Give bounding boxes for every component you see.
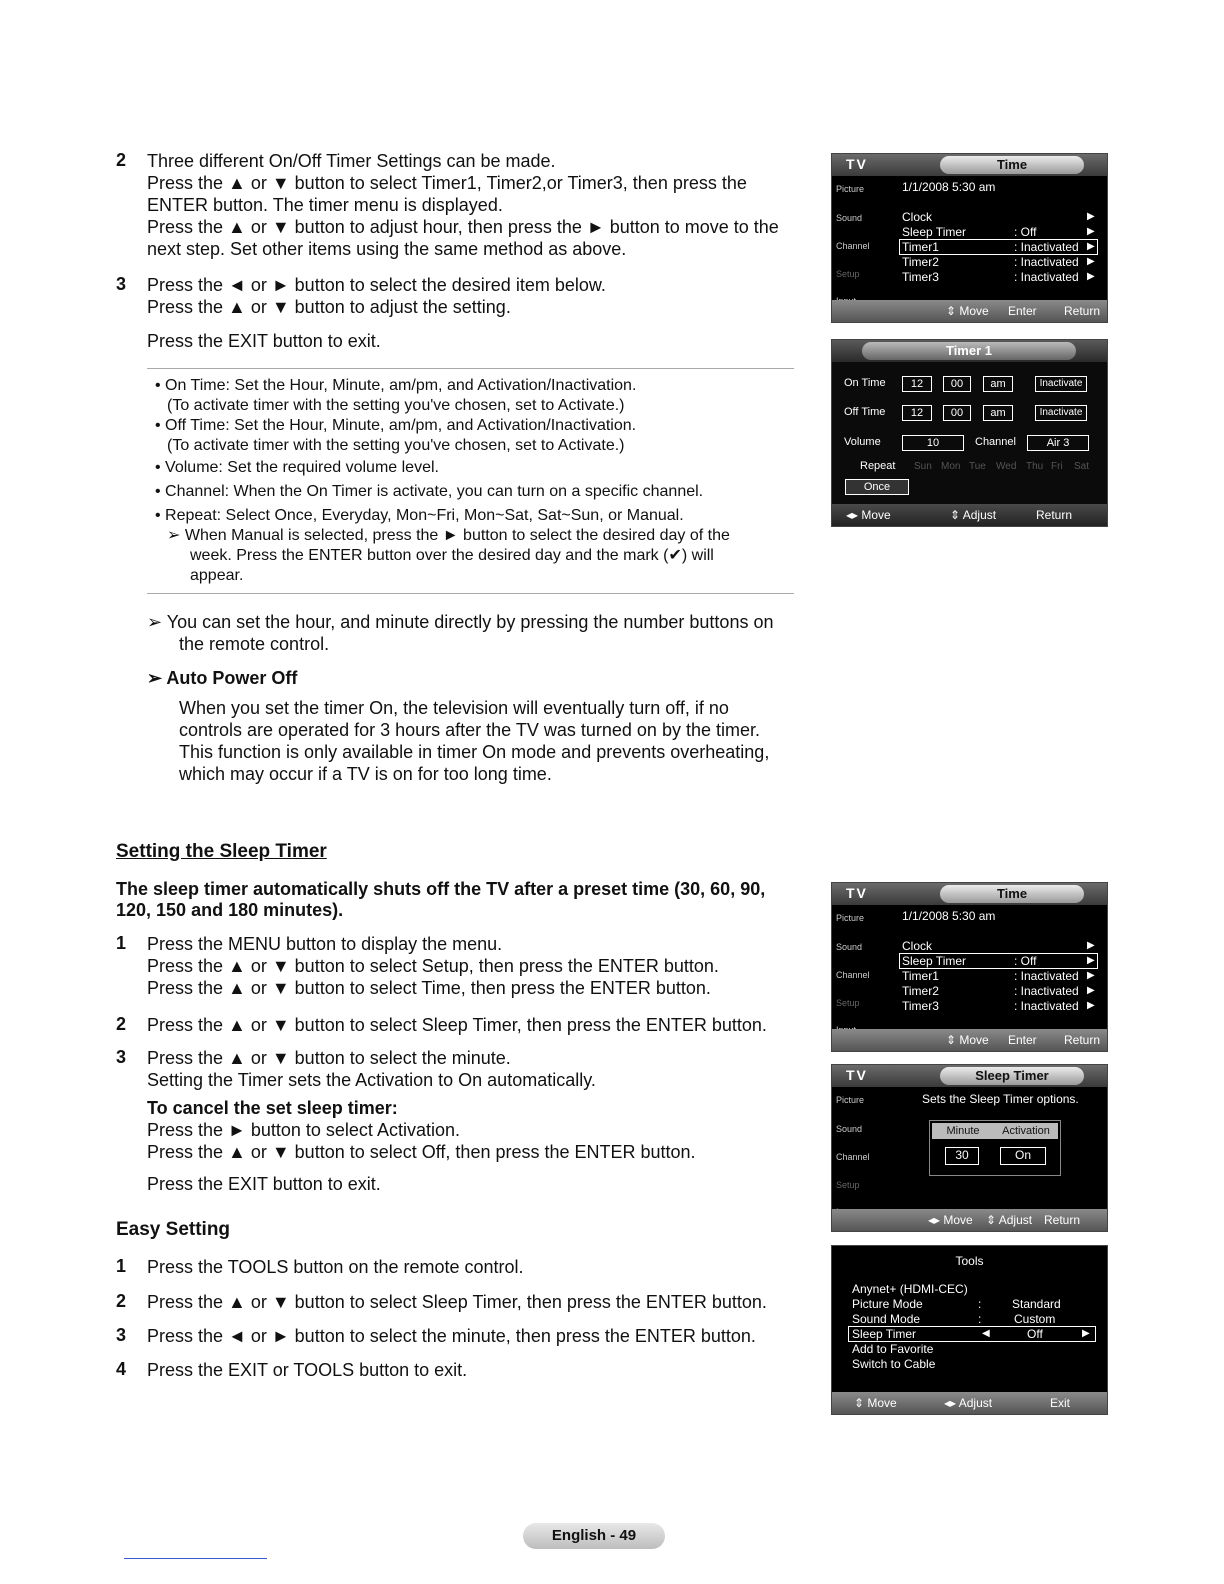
step-number: 3 xyxy=(116,1325,127,1345)
line: Press the ▲ or ▼ button to select Timer1, Timer2,or Timer3, then press the xyxy=(147,173,747,193)
menu-clock[interactable]: Clock xyxy=(902,210,933,224)
note-number-buttons xyxy=(147,611,812,655)
channel-value[interactable]: Air 3 xyxy=(1027,435,1089,451)
tools-sleep-timer[interactable]: Sleep Timer xyxy=(852,1327,917,1341)
side-channel: Channel xyxy=(836,970,870,980)
line: Press the ▲ or ▼ button to adjust the setting. xyxy=(147,297,511,317)
menu-value: : Inactivated xyxy=(1014,984,1079,998)
osd-title-bar xyxy=(832,1065,1107,1087)
label-repeat: Repeat xyxy=(860,460,896,472)
page-number-badge: English - 49 xyxy=(523,1523,665,1549)
foot-move: ◂▸ Move xyxy=(846,508,891,522)
activation-header: Activation xyxy=(994,1123,1058,1139)
tools-value: Standard xyxy=(1012,1297,1061,1311)
separator: : xyxy=(978,1312,982,1326)
line: the remote control. xyxy=(179,634,330,654)
side-picture: Picture xyxy=(836,913,865,923)
osd-title-bar xyxy=(832,340,1107,362)
off-minute[interactable]: 00 xyxy=(943,405,971,421)
osd-tv-label: TV xyxy=(846,885,868,901)
tools-anynet[interactable]: Anynet+ (HDMI-CEC) xyxy=(852,1282,968,1296)
menu-timer3[interactable]: Timer3 xyxy=(902,999,939,1013)
osd-footer xyxy=(832,1029,1107,1051)
step-number: 2 xyxy=(116,1291,127,1311)
foot-return: Return xyxy=(1036,508,1073,522)
off-ampm[interactable]: am xyxy=(983,405,1013,421)
osd-title: Sleep Timer xyxy=(940,1067,1084,1085)
divider xyxy=(147,593,794,594)
osd-time-menu-2 xyxy=(831,882,1108,1052)
tools-picture-mode[interactable]: Picture Mode xyxy=(852,1297,923,1311)
osd-title: Time xyxy=(940,156,1084,174)
foot-enter: Enter xyxy=(1008,304,1037,318)
arrow-right-icon: ▶ xyxy=(1087,226,1095,237)
osd-date: 1/1/2008 5:30 am xyxy=(902,180,996,194)
menu-value: : Off xyxy=(1014,954,1037,968)
tools-sound-mode[interactable]: Sound Mode xyxy=(852,1312,921,1326)
osd-tools xyxy=(831,1245,1108,1415)
menu-value: : Inactivated xyxy=(1014,270,1079,284)
line: Press the ▲ or ▼ button to select Off, then press the ENTER button. xyxy=(147,1142,696,1162)
osd-tv-label: TV xyxy=(846,1067,868,1083)
bullet-line: (To activate timer with the setting you've chosen, set to Activate.) xyxy=(167,437,625,454)
foot-move: ⇕ Move xyxy=(854,1396,897,1410)
line: next step. Set other items using the same method as above. xyxy=(147,239,627,259)
activation-value[interactable]: On xyxy=(1000,1147,1046,1165)
volume-value[interactable]: 10 xyxy=(902,435,964,451)
easy-step-3: Press the ◄ or ► button to select the minute, then press the ENTER button. xyxy=(147,1326,756,1346)
side-setup: Setup xyxy=(836,998,860,1008)
section-intro xyxy=(116,879,796,921)
easy-step-4: Press the EXIT or TOOLS button to exit. xyxy=(147,1360,468,1380)
foot-return: Return xyxy=(1064,304,1101,318)
bullet-line: (To activate timer with the setting you've chosen, set to Activate.) xyxy=(167,397,625,414)
easy-step-2: Press the ▲ or ▼ button to select Sleep Timer, then press the ENTER button. xyxy=(147,1292,767,1312)
day-thu[interactable]: Thu xyxy=(1026,461,1044,472)
sleep-step-3 xyxy=(147,1047,807,1195)
label-off-time: Off Time xyxy=(844,406,886,418)
side-sound: Sound xyxy=(836,1124,863,1134)
minute-value[interactable]: 30 xyxy=(945,1147,979,1165)
easy-setting-title: Easy Setting xyxy=(116,1219,231,1240)
step-2-text xyxy=(147,150,807,260)
step-number: 4 xyxy=(116,1359,127,1379)
line: ➢ You can set the hour, and minute directly by pressing the number buttons on xyxy=(147,612,774,632)
day-sat[interactable]: Sat xyxy=(1074,461,1090,472)
tools-switch-cable[interactable]: Switch to Cable xyxy=(852,1357,936,1371)
bullet-off-time: • Off Time: Set the Hour, Minute, am/pm, and Activation/Inactivation. xyxy=(155,417,637,434)
on-ampm[interactable]: am xyxy=(983,376,1013,392)
auto-power-off-text xyxy=(179,697,809,785)
line: Press the EXIT button to exit. xyxy=(147,1174,381,1194)
foot-adjust: ⇕ Adjust xyxy=(986,1213,1033,1227)
osd-title: Time xyxy=(940,885,1084,903)
line: Press the MENU button to display the menu. xyxy=(147,934,503,954)
sleep-step-1 xyxy=(147,933,807,999)
line: Three different On/Off Timer Settings can be made. xyxy=(147,151,556,171)
on-minute[interactable]: 00 xyxy=(943,376,971,392)
osd-tv-label: TV xyxy=(846,156,868,172)
bullet-note: ➢ When Manual is selected, press the ► button to select the desired day of the xyxy=(167,527,730,544)
line: ENTER button. The timer menu is displayed. xyxy=(147,195,503,215)
foot-return: Return xyxy=(1064,1033,1101,1047)
menu-sleep-timer[interactable]: Sleep Timer xyxy=(902,225,967,239)
off-hour[interactable]: 12 xyxy=(902,405,932,421)
arrow-right-icon: ▶ xyxy=(1082,1328,1090,1339)
divider xyxy=(147,368,794,369)
osd-footer xyxy=(832,1209,1107,1231)
repeat-value[interactable]: Once xyxy=(845,479,909,495)
osd-description: Sets the Sleep Timer options. xyxy=(922,1092,1079,1106)
arrow-right-icon: ▶ xyxy=(1087,940,1095,951)
on-hour[interactable]: 12 xyxy=(902,376,932,392)
osd-title: Timer 1 xyxy=(862,342,1076,360)
easy-step-1: Press the TOOLS button on the remote control. xyxy=(147,1257,524,1277)
line: Press the ▲ or ▼ button to select Time, then press the ENTER button. xyxy=(147,978,711,998)
line: The sleep timer automatically shuts off the TV after a preset time (30, 60, 90, xyxy=(116,879,766,899)
arrow-right-icon: ▶ xyxy=(1087,271,1095,282)
step-number: 3 xyxy=(116,1047,127,1067)
foot-adjust: ⇕ Adjust xyxy=(950,508,997,522)
foot-move: ◂▸ Move xyxy=(928,1213,973,1227)
line: 120, 150 and 180 minutes). xyxy=(116,900,344,920)
day-mon[interactable]: Mon xyxy=(941,461,961,472)
menu-timer2[interactable]: Timer2 xyxy=(902,255,939,269)
side-setup: Setup xyxy=(836,1180,860,1190)
tools-add-favorite[interactable]: Add to Favorite xyxy=(852,1342,934,1356)
line: Setting the Timer sets the Activation to On automatically. xyxy=(147,1070,596,1090)
foot-adjust: ◂▸ Adjust xyxy=(944,1396,993,1410)
on-activation[interactable]: Inactivate xyxy=(1035,376,1087,392)
tools-value: Custom xyxy=(1014,1312,1056,1326)
line: Press the EXIT button to exit. xyxy=(147,331,381,351)
line: which may occur if a TV is on for too long time. xyxy=(179,764,552,784)
menu-timer1[interactable]: Timer1 xyxy=(902,240,939,254)
line: Press the ▲ or ▼ button to adjust hour, then press the ► button to move to the xyxy=(147,217,779,237)
line: Press the ► button to select Activation. xyxy=(147,1120,460,1140)
step-number: 3 xyxy=(116,274,127,294)
menu-value: : Off xyxy=(1014,225,1037,239)
arrow-right-icon: ▶ xyxy=(1087,1000,1095,1011)
arrow-left-icon: ◀ xyxy=(982,1328,990,1339)
bullet-note: appear. xyxy=(190,567,244,584)
footer-line xyxy=(124,1558,267,1559)
arrow-right-icon: ▶ xyxy=(1087,985,1095,996)
menu-value: : Inactivated xyxy=(1014,969,1079,983)
side-picture: Picture xyxy=(836,1095,865,1105)
foot-enter: Enter xyxy=(1008,1033,1037,1047)
day-sun[interactable]: Sun xyxy=(914,461,932,472)
osd-time-menu xyxy=(831,153,1108,323)
osd-date: 1/1/2008 5:30 am xyxy=(902,909,996,923)
menu-timer3[interactable]: Timer3 xyxy=(902,270,939,284)
cancel-title: To cancel the set sleep timer: xyxy=(147,1098,398,1118)
separator: : xyxy=(978,1297,982,1311)
menu-sleep-timer[interactable]: Sleep Timer xyxy=(902,954,967,968)
menu-timer2[interactable]: Timer2 xyxy=(902,984,939,998)
menu-value: : Inactivated xyxy=(1014,255,1079,269)
bullet-channel: • Channel: When the On Timer is activate, you can turn on a specific channel. xyxy=(155,483,704,500)
side-picture: Picture xyxy=(836,184,865,194)
step-number: 1 xyxy=(116,933,127,953)
osd-footer xyxy=(832,1392,1107,1414)
arrow-right-icon: ▶ xyxy=(1087,241,1095,252)
section-heading: Setting the Sleep Timer xyxy=(116,841,327,862)
bullet-volume: • Volume: Set the required volume level. xyxy=(155,459,439,476)
menu-timer1[interactable]: Timer1 xyxy=(902,969,939,983)
bullet-list xyxy=(155,376,805,586)
day-wed[interactable]: Wed xyxy=(996,461,1017,472)
menu-value: : Inactivated xyxy=(1014,240,1079,254)
line: Press the ▲ or ▼ button to select Setup, then press the ENTER button. xyxy=(147,956,719,976)
osd-timer1 xyxy=(831,339,1108,527)
step-3-text xyxy=(147,274,807,352)
label-on-time: On Time xyxy=(844,377,886,389)
foot-move: ⇕ Move xyxy=(946,1033,989,1047)
arrow-right-icon: ▶ xyxy=(1087,256,1095,267)
osd-footer xyxy=(832,504,1107,526)
osd-title-bar xyxy=(832,154,1107,176)
bullet-on-time: • On Time: Set the Hour, Minute, am/pm, and Activation/Inactivation. xyxy=(155,377,637,394)
label-volume: Volume xyxy=(844,436,881,448)
arrow-right-icon: ▶ xyxy=(1087,970,1095,981)
off-activation[interactable]: Inactivate xyxy=(1035,405,1087,421)
osd-sleep-timer xyxy=(831,1064,1108,1232)
auto-power-off-title: ➢ Auto Power Off xyxy=(147,668,298,688)
line: controls are operated for 3 hours after the TV was turned on by the timer. xyxy=(179,720,760,740)
side-channel: Channel xyxy=(836,241,870,251)
step-number: 1 xyxy=(116,1256,127,1276)
line: Press the ▲ or ▼ button to select the minute. xyxy=(147,1048,511,1068)
osd-footer xyxy=(832,300,1107,322)
bullet-note: week. Press the ENTER button over the desired day and the mark (✔) will xyxy=(190,547,714,564)
foot-exit: Exit xyxy=(1050,1396,1071,1410)
step-number: 2 xyxy=(116,1014,127,1034)
line: When you set the timer On, the television will eventually turn off, if no xyxy=(179,698,729,718)
menu-clock[interactable]: Clock xyxy=(902,939,933,953)
arrow-right-icon: ▶ xyxy=(1087,211,1095,222)
label-channel: Channel xyxy=(975,436,1016,448)
side-channel: Channel xyxy=(836,1152,870,1162)
minute-header: Minute xyxy=(932,1123,994,1139)
line: This function is only available in timer On mode and prevents overheating, xyxy=(179,742,770,762)
sleep-step-2: Press the ▲ or ▼ button to select Sleep Timer, then press the ENTER button. xyxy=(147,1015,767,1035)
arrow-right-icon: ▶ xyxy=(1087,955,1095,966)
step-number: 2 xyxy=(116,150,127,170)
menu-value: : Inactivated xyxy=(1014,999,1079,1013)
osd-title-bar xyxy=(832,883,1107,905)
day-fri[interactable]: Fri xyxy=(1051,461,1063,472)
foot-move: ⇕ Move xyxy=(946,304,989,318)
bullet-repeat: • Repeat: Select Once, Everyday, Mon~Fri, Mon~Sat, Sat~Sun, or Manual. xyxy=(155,507,684,524)
osd-title: Tools xyxy=(955,1254,984,1268)
foot-return: Return xyxy=(1044,1213,1081,1227)
side-sound: Sound xyxy=(836,213,863,223)
side-sound: Sound xyxy=(836,942,863,952)
day-tue[interactable]: Tue xyxy=(969,461,986,472)
tools-value: Off xyxy=(1027,1327,1043,1341)
side-setup: Setup xyxy=(836,269,860,279)
line: Press the ◄ or ► button to select the desired item below. xyxy=(147,275,606,295)
